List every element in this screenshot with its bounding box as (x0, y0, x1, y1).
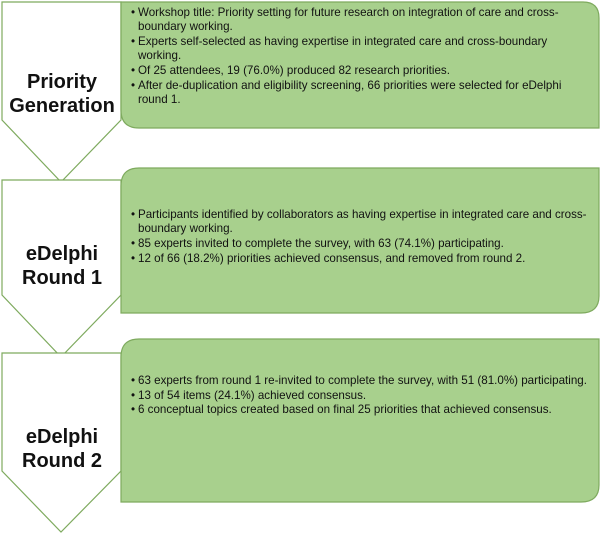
bullet-item: • After de-duplication and eligibility screening, 66 priorities were selected for eDelphi round 1. (131, 79, 593, 107)
stage-label-round-1 (2, 242, 122, 290)
stage-box-round-2 (121, 339, 599, 502)
stage-label-line-1: eDelphi (25, 243, 99, 265)
bullet-item: • 13 of 54 items (24.1%) achieved consensus. (131, 389, 593, 403)
bullet-item: • Workshop title: Priority setting for future research on integration of care and cross-boundary working. (131, 6, 593, 34)
bullet-item: • Experts self-selected as having expertise in integrated care and cross-boundary working. (131, 35, 593, 63)
bullet-item: • 12 of 66 (18.2%) priorities achieved consensus, and removed from round 2. (131, 252, 593, 266)
stage-bullets-round-1 (131, 208, 593, 266)
stage-bullets-round-2 (131, 374, 593, 418)
stage-label-round-2 (2, 425, 122, 473)
stage-label-line-2: Generation (9, 95, 115, 117)
stage-label-line-2: Round 1 (22, 267, 102, 289)
stage-bullets-priority-generation (131, 6, 593, 107)
bullet-item: • 6 conceptual topics created based on final 25 priorities that achieved consensus. (131, 403, 593, 417)
stage-label-priority-generation (2, 70, 122, 118)
stage-label-line-2: Round 2 (22, 450, 102, 472)
stage-label-line-1: eDelphi (25, 426, 99, 448)
bullet-item: • Of 25 attendees, 19 (76.0%) produced 82 research priorities. (131, 64, 593, 78)
bullet-item: • Participants identified by collaborators as having expertise in integrated care and cross-boundary working. (131, 208, 593, 236)
bullet-item: • 85 experts invited to complete the survey, with 63 (74.1%) participating. (131, 237, 593, 251)
bullet-item: • 63 experts from round 1 re-invited to complete the survey, with 51 (81.0%) participating. (131, 374, 593, 388)
stage-label-line-1: Priority (26, 71, 98, 93)
